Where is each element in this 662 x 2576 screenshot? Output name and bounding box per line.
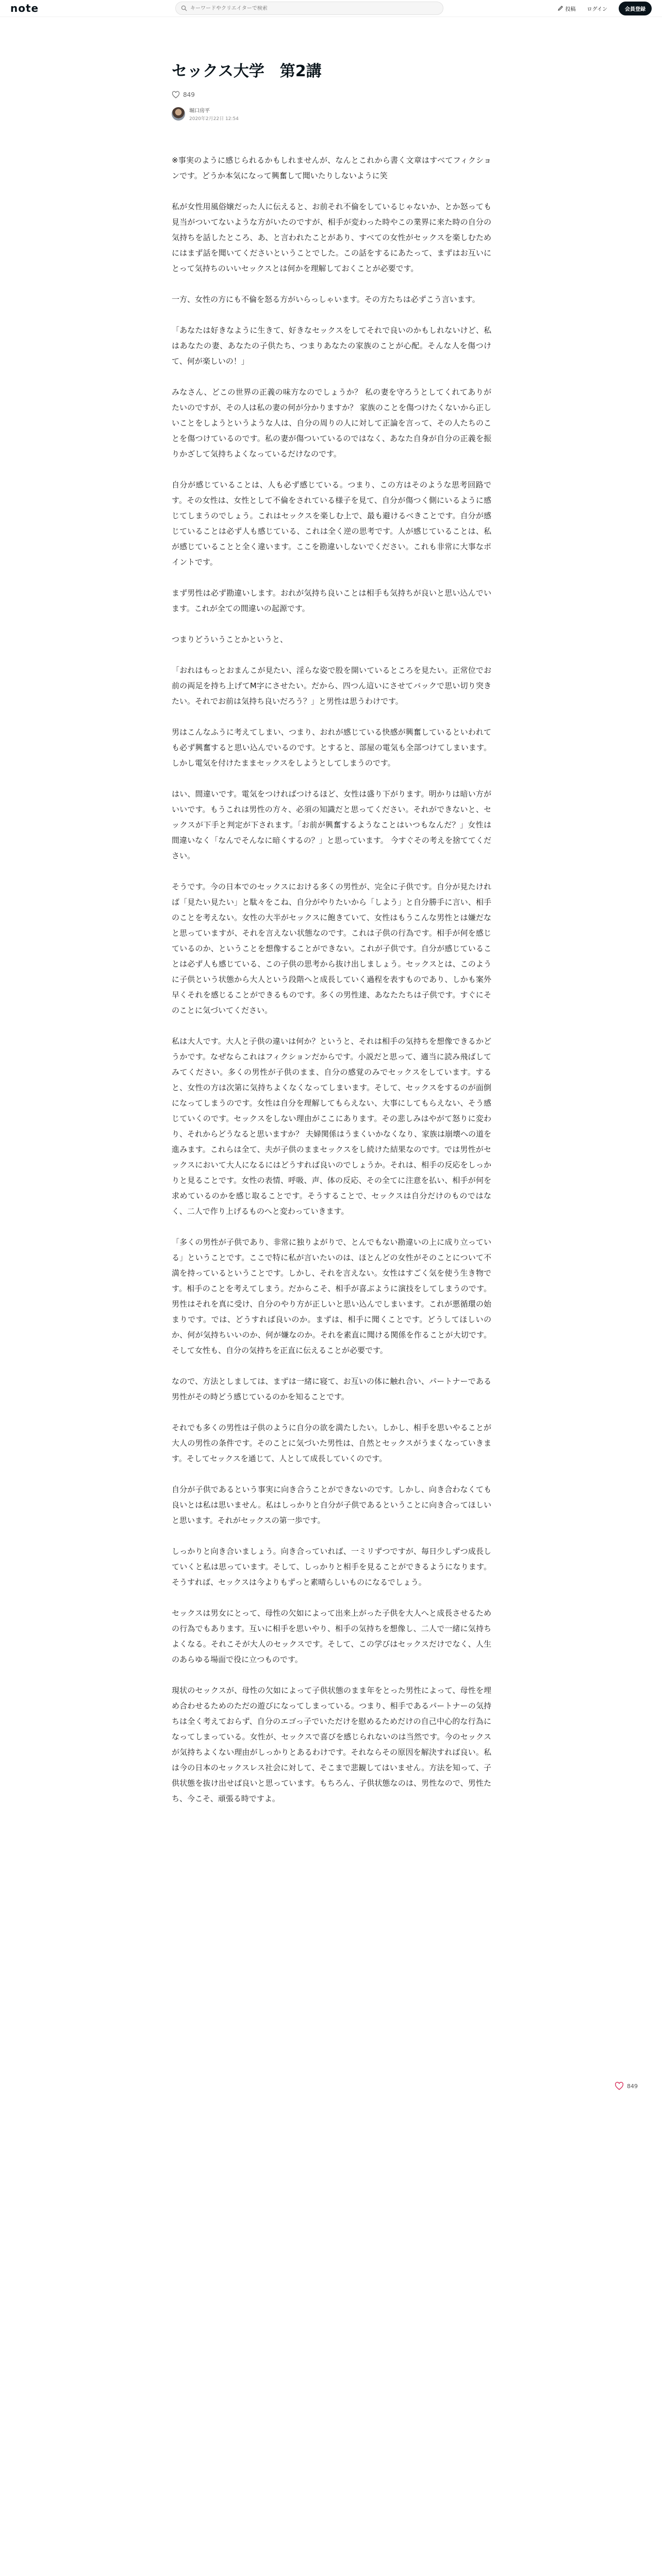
signup-button[interactable]: 会員登録 bbox=[619, 2, 652, 15]
author-meta bbox=[189, 106, 239, 122]
paragraph: 私が女性用風俗嬢だった人に伝えると、お前それ不倫をしているじゃないか、とか怒っても見当がついてないような方がいたのですが、相手が変わった時やこの業界に来た時の自分の気持ちを話したところ、あ、と言われたことがあり、すべての女性がセックスを楽しむためにはまず話を聞いてくださいということでした。この話をするにあたって、まずはお互いにとって気持ちのいいセックスとは何かを理解しておくことが必要です。 bbox=[172, 202, 491, 273]
paragraph: それでも多くの男性は子供のように自分の欲を満たしたい。しかし、相手を思いやることが大人の男性の条件です。そのことに気づいた男性は、自然とセックスがうまくなっていきます。そしてセックスを通じて、人として成長していくのです。 bbox=[172, 1423, 491, 1463]
author-name[interactable]: 堀口房平 bbox=[189, 108, 210, 114]
author-row[interactable] bbox=[172, 106, 491, 122]
pencil-icon bbox=[557, 5, 564, 11]
note-logo[interactable]: note bbox=[10, 2, 39, 14]
paragraph: 男はこんなふうに考えてしまい、つまり、おれが感じている快感が興奮しているといわれても必ず興奮すると思い込んでいるのです。とすると、部屋の電気も全部つけてしまいます。しかし電気を付けたままセックスをしようとしてしまうのです。 bbox=[172, 727, 491, 768]
like-count: 849 bbox=[183, 91, 195, 98]
paragraph: 一方、女性の方にも不倫を怒る方がいらっしゃいます。その方たちは必ずこう言います。 bbox=[172, 295, 480, 304]
search-bar[interactable] bbox=[175, 2, 443, 15]
login-link[interactable]: ログイン bbox=[587, 6, 607, 12]
side-like-count: 849 bbox=[627, 2082, 638, 2090]
author-avatar[interactable] bbox=[172, 107, 185, 121]
paragraph: 「おれはもっとおまんこが見たい、淫らな姿で股を開いているところを見たい。正常位でお前の両足を持ち上げてM字にさせたい。だから、四つん這いにさせてバックで思い切り突きたい。それでお前は気持ち良いだろう？」と男性は思うわけです。 bbox=[172, 666, 491, 706]
post-date: 2020年2月22日 12:54 bbox=[189, 116, 239, 122]
paragraph: そうです。今の日本でのセックスにおける多くの男性が、完全に子供です。自分が見たければ「見たい見たい」と駄々をこね、自分がやりたいから「しよう」と自分勝手に言い、相手のことを考えない。女性の大半がセックスに飽きていて、女性はもうこんな男性とは嫌だなと思っていますが、それを言えない状態なのです。これは子供の行為です。相手が何を感じているのか、ということを想像することができない。これが子供です。自分が感じていることは必ず人も感じている、この子供の思考から抜け出しましょう。セックスとは、このように子供という状態から大人という段階へと成長していく過程を表すものであり、しかも案外早くそれを感じることができるものです。多くの男性達、あなたたちは子供です。すぐにそのことに気づいてください。 bbox=[172, 882, 491, 1015]
header-actions bbox=[557, 2, 652, 15]
heart-icon bbox=[615, 2081, 624, 2091]
site-header bbox=[0, 0, 662, 17]
side-like-button[interactable] bbox=[615, 2081, 638, 2091]
paragraph: セックスは男女にとって、母性の欠如によって出来上がった子供を大人へと成長させるための行為でもあります。互いに相手を思いやり、相手の気持ちを想像し、二人で一緒に気持ちよくなる。それこそが大人のセックスです。そして、この学びはセックスだけでなく、人生のあらゆる場面で役に立つものです。 bbox=[172, 1608, 491, 1664]
paragraph: しっかりと向き合いましょう。向き合っていれば、一ミリずつですが、毎日少しずつ成長していくと私は思っています。そして、しっかりと相手を見ることができるようになります。そうすれば、セックスは今よりもずっと素晴らしいものになるでしょう。 bbox=[172, 1547, 491, 1587]
paragraph: 「あなたは好きなように生きて、好きなセックスをしてそれで良いのかもしれないけど、私はあなたの妻、あなたの子供たち、つまりあなたの家族のことが心配。そんな人を傷つけて、何が楽しいの！」 bbox=[172, 326, 491, 366]
paragraph: 私は大人です。大人と子供の違いは何か？というと、それは相手の気持ちを想像できるかどうかです。なぜならこれはフィクションだからです。小説だと思って、適当に読み飛ばしてみてください。多くの男性が子供のまま、自分の感覚のみでセックスをしています。すると、女性の方は次第に気持ちよくなくなってしまいます。そして、セックスをするのが面倒になってしまうのです。女性は自分を理解してもらえない、大事にしてもらえない、そう感じていくのです。セックスをしない理由がここにあります。その悲しみはやがて怒りに変わり、それからどうなると思いますか？ 夫婦関係はうまくいかなくなり、家族は崩壊への道を進みます。これらは全て、夫が子供のままセックスをし続けた結果なのです。では男性がセックスにおいて大人になるにはどうすれば良いのでしょうか。それは、相手の反応をしっかりと見ることです。女性の表情、呼吸、声、体の反応、その全てに注意を払い、相手が何を求めているのかを感じ取ることです。そうすることで、セックスは自分だけのものではなく、二人で作り上げるものへと変わっていきます。 bbox=[172, 1037, 491, 1216]
like-summary[interactable] bbox=[172, 91, 491, 99]
post-link[interactable] bbox=[557, 5, 576, 12]
paragraph: つまりどういうことかというと、 bbox=[172, 635, 288, 644]
paragraph: まず男性は必ず勘違いします。おれが気持ち良いことは相手も気持ちが良いと思い込んでいます。これが全ての間違いの起源です。 bbox=[172, 588, 491, 613]
search-icon bbox=[181, 5, 187, 11]
heart-icon bbox=[172, 91, 180, 99]
paragraph: はい、間違いです。電気をつければつけるほど、女性は盛り下がります。明かりは暗い方がいいです。もうこれは男性の方々、必須の知識だと思ってください。それができないと、セックスが下手と判定が下されます。「お前が興奮するようなことはいつもなんだ？」女性は間違いなく「なんでそんなに暗くするの？」と思っています。 今すぐその考えを捨ててください。 bbox=[172, 789, 491, 860]
paragraph: みなさん、どこの世界の正義の味方なのでしょうか？ 私の妻を守ろうとしてくれてありがたいのですが、その人は私の妻の何が分かりますか？ 家族のことを傷つけたくないから正しいことをしようというような人は、自分の周りの人に対して正論を言って、その人たちのことを傷つけているのです。私の妻が傷ついているのではなく、あなた自身が自分の正義を振りかざして気持ちよくなっているだけなのです。 bbox=[172, 387, 491, 459]
post-label: 投稿 bbox=[565, 6, 576, 12]
article bbox=[172, 62, 491, 1822]
search-input[interactable] bbox=[190, 6, 438, 11]
paragraph: 自分が子供であるという事実に向き合うことができないのです。しかし、向き合わなくても良いとは私は思いません。私はしっかりと自分が子供であるということに向き合ってほしいと思います。それがセックスの第一歩です。 bbox=[172, 1485, 491, 1525]
article-body bbox=[172, 152, 491, 1806]
paragraph: 「多くの男性が子供であり、非常に独りよがりで、とんでもない勘違いの上に成り立っている」ということです。ここで特に私が言いたいのは、ほとんどの女性がそのことについて不満を持っているということです。しかし、それを言えない。女性はすごく気を使う生き物です。相手のことを考えてしまう。だからこそ、相手が喜ぶように演技をしてしまうのです。男性はそれを真に受け、自分のやり方が正しいと思い込んでしまいます。これが悪循環の始まりです。では、どうすれば良いのか。まずは、相手に聞くことです。どうしてほしいのか、何が気持ちいいのか、何が嫌なのか。それを素直に聞ける関係を作ることが大切です。そして女性も、自分の気持ちを正直に伝えることが必要です。 bbox=[172, 1238, 491, 1355]
paragraph: ※事実のように感じられるかもしれませんが、なんとこれから書く文章はすべてフィクションです。どうか本気になって興奮して聞いたりしないように笑 bbox=[172, 156, 491, 180]
paragraph: 現状のセックスが、母性の欠如によって子供状態のまま年をとった男性によって、母性を埋め合わせるためのただの遊びになってしまっている。つまり、相手であるパートナーの気持ちは全く考えておらず、自分のエゴっ子でいただけを慰めるためだけの自己中心的な行為になってしまっている。女性が、セックスで喜びを感じられないのは当然です。今のセックスが気持ちよくない理由がしっかりとあるわけです。それならその原因を解決すれば良い。私は今の日本のセックスレス社会に対して、そこまで悲観してはいません。方法を知って、子供状態を抜け出せば良いと思っています。もちろん、子供状態なのは、男性なので、男性たち、今こそ、頑張る時ですよ。 bbox=[172, 1686, 491, 1803]
paragraph: 自分が感じていることは、人も必ず感じている。つまり、この方はそのような思考回路です。その女性は、女性として不倫をされている様子を見て、自分が傷つく側にいるように感じてしまうのでしょう。これはセックスを楽しむ上で、最も避けるべきことです。自分が感じていることは必ず人も感じている、これは全く逆の思考です。人が感じていることは、私が感じていることと全く違います。ここを勘違いしないでください。これも非常に大事なポイントです。 bbox=[172, 480, 491, 567]
paragraph: なので、方法としましては、まずは一緒に寝て、お互いの体に触れ合い、パートナーである男性がその時どう感じているのかを知ることです。 bbox=[172, 1377, 491, 1401]
article-title: セックス大学 第2講 bbox=[172, 62, 322, 80]
